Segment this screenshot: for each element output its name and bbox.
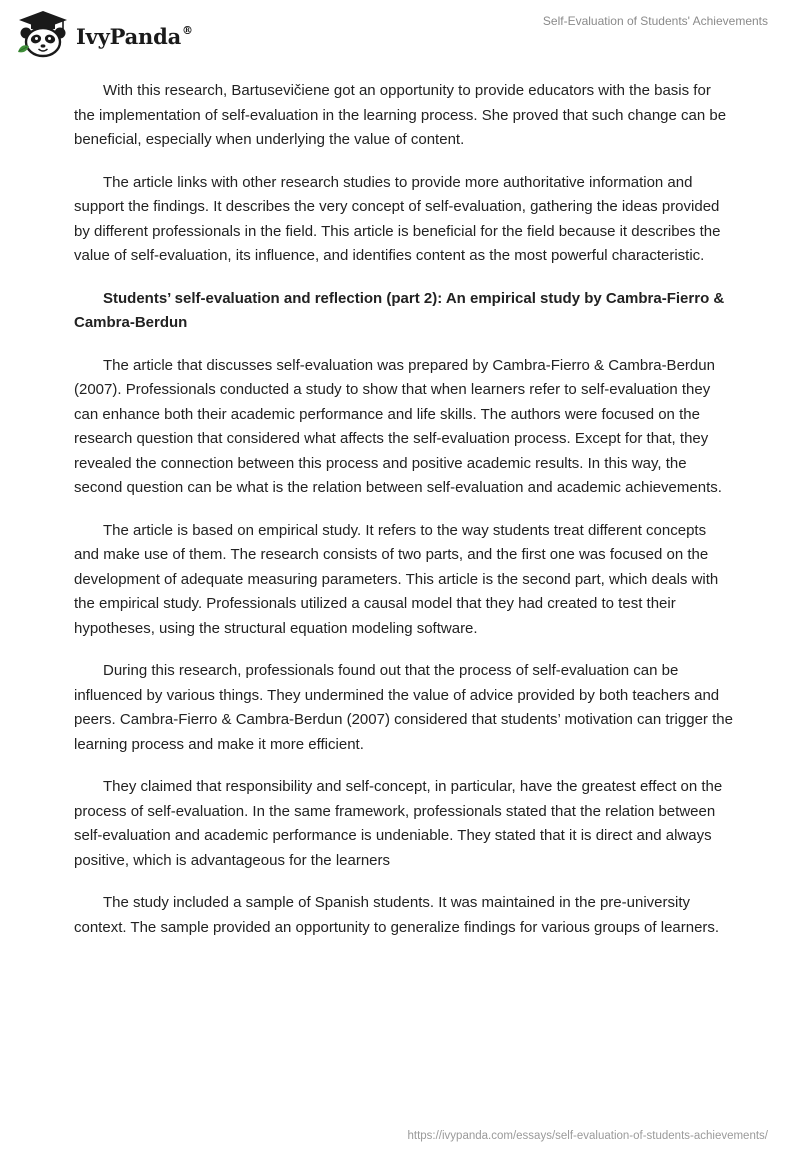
running-title: Self-Evaluation of Students' Achievements: [542, 14, 768, 28]
paragraph: The article that discusses self-evaluation was prepared by Cambra-Fierro & Cambra-Berdun (2007). Professionals conducted a study to show that when learners refer to self-evaluation they can enhance both their academic performance and life skills. The authors were focused on the research question that considered what affects the self-evaluation process. Except for that, they revealed the connection between this process and positive academic results. In this way, the second question can be what is the relation between self-evaluation and academic achievements.: [74, 356, 722, 496]
panda-graduate-icon: [16, 8, 70, 60]
source-url[interactable]: https://ivypanda.com/essays/self-evaluation-of-students-achievements/: [407, 1130, 768, 1142]
logo-text: IvyPanda: [76, 23, 182, 49]
page-header: [0, 0, 800, 70]
paragraph: The article links with other research studies to provide more authoritative information and support the findings. It describes the very concept of self-evaluation, gathering the ideas provided by different professionals in the field. This article is beneficial for the field because it describes the value of self-evaluation, its influence, and identifies content as the most powerful characteristic.: [74, 173, 721, 264]
essay-body: [74, 79, 734, 958]
paragraph: During this research, professionals found out that the process of self-evaluation can be influenced by various things. They undermined the value of advice provided by both teachers and peers. Cambra-Fierro & Cambra-Berdun (2007) considered that students’ motivation can trigger the learning process and make it more efficient.: [74, 662, 733, 753]
section-heading: Students’ self-evaluation and reflection (part 2): An empirical study by Cambra-Fierro & Cambra-Berdun: [74, 289, 725, 331]
logo-wordmark: [76, 24, 193, 49]
registered-mark: ®: [182, 23, 193, 37]
ivypanda-logo[interactable]: [16, 8, 193, 60]
paragraph: The study included a sample of Spanish students. It was maintained in the pre-university context. The sample provided an opportunity to generalize findings for various groups of learners.: [74, 894, 720, 936]
paragraph: They claimed that responsibility and self-concept, in particular, have the greatest effect on the process of self-evaluation. In the same framework, professionals stated that the relation between self-evaluation and academic performance is undeniable. They stated that it is direct and always positive, which is advantageous for the learners: [74, 778, 723, 869]
paragraph: The article is based on empirical study. It refers to the way students treat different concepts and make use of them. The research consists of two parts, and the first one was focused on the development of adequate measuring parameters. This article is the second part, which deals with the empirical study. Professionals utilized a causal model that they had created to test their hypotheses, using the structural equation modeling software.: [74, 521, 719, 637]
paragraph: With this research, Bartusevičiene got an opportunity to provide educators with the basis for the implementation of self-evaluation in the learning process. She proved that such change can be beneficial, especially when underlying the value of content.: [74, 82, 727, 148]
